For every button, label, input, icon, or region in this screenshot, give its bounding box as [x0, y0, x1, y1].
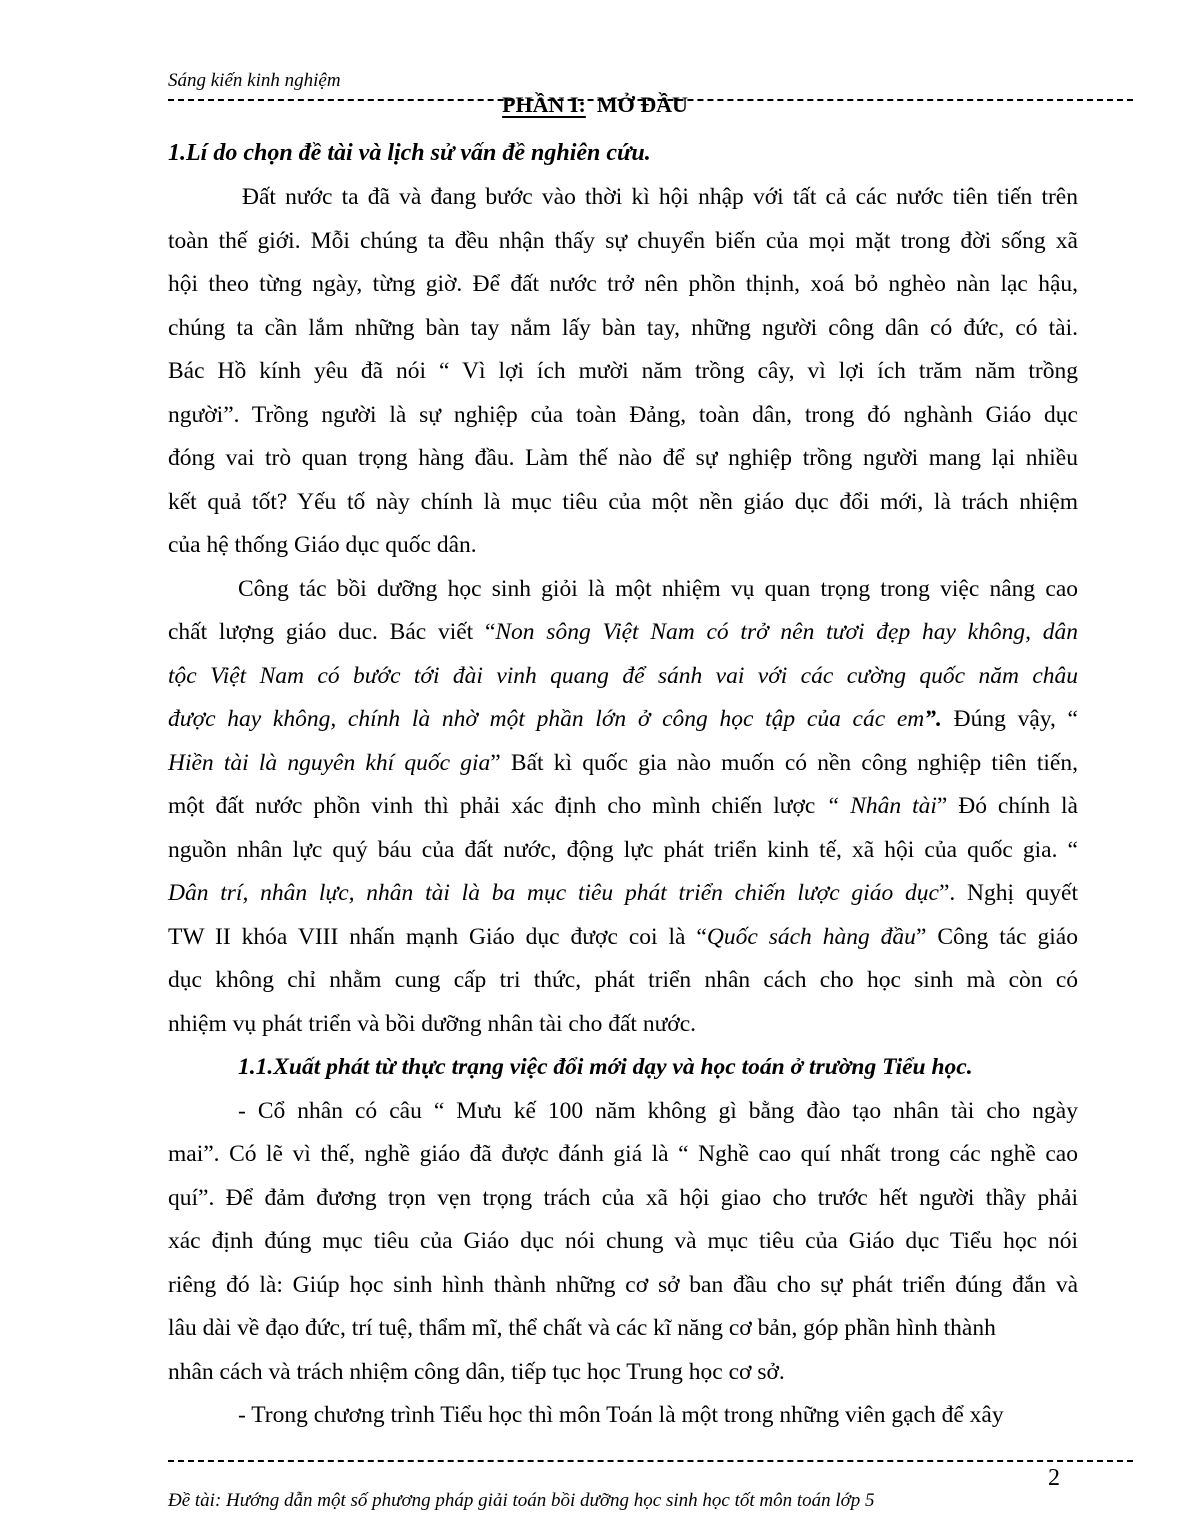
text-line: chất lượng giáo duc. Bác viết “Non sông Việt Nam có trở nên tươi đẹp hay không, dân — [168, 619, 1078, 645]
text-line: mai”. Có lẽ vì thế, nghề giáo đã được đánh giá là “ Nghề cao quí nhất trong các nghề cao — [168, 1141, 1078, 1167]
text-line: xác định đúng mục tiêu của Giáo dục nói chung và mục tiêu của Giáo dục Tiểu học nói — [168, 1228, 1078, 1254]
quote-text: tộc Việt Nam có bước tới đài vinh quang để sánh vai với các cường quốc năm châu — [168, 662, 1078, 689]
text-line: toàn thế giới. Mỗi chúng ta đều nhận thấy sự chuyển biến của mọi mặt trong đời sống xã — [168, 227, 1078, 254]
footer-rule — [168, 1460, 1133, 1462]
text-line: riêng đó là: Giúp học sinh hình thành những cơ sở ban đầu cho sự phát triển đúng đắn và — [168, 1271, 1078, 1298]
text-line: chúng ta cần lắm những bàn tay nắm lấy bàn tay, những người công dân có đức, có tài. — [168, 314, 1078, 341]
quote-text: Hiền tài là nguyên khí quốc gia — [168, 749, 491, 776]
footer-topic: Đề tài: Hướng dẫn một số phương pháp giải toán bồi dưỡng học sinh học tốt môn toán lớp 5 — [168, 1490, 875, 1511]
text-line: Dân trí, nhân lực, nhân tài là ba mục tiêu phát triển chiến lược giáo dục”. Nghị quyết — [168, 880, 1079, 906]
text-line: TW II khóa VIII nhấn mạnh Giáo dục được coi là “Quốc sách hàng đầu” Công tác giáo — [168, 923, 1078, 950]
part-label: PHẦN I: — [502, 92, 586, 117]
text-line: đóng vai trò quan trọng hàng đầu. Làm thế nào để sự nghiệp trồng người mang lại nhiều — [168, 445, 1078, 471]
text-line: hội theo từng ngày, từng giờ. Để đất nước trở nên phồn thịnh, xoá bỏ nghèo nàn lạc hậu, — [168, 271, 1078, 297]
text-line: nhiệm vụ phát triển và bồi dưỡng nhân tài cho đất nước. — [168, 1010, 697, 1037]
text-line: - Cổ nhân có câu “ Mưu kế 100 năm không gì bằng đào tạo nhân tài cho ngày — [238, 1097, 1078, 1124]
text-line: quí”. Để đảm đương trọn vẹn trọng trách của xã hội giao cho trước hết người thầy phải — [168, 1184, 1078, 1211]
part-name: MỞ ĐẦU — [596, 92, 688, 117]
text-line: - Trong chương trình Tiểu học thì môn Toán là một trong những viên gạch để xây — [238, 1402, 1004, 1428]
text-line: Đất nước ta đã và đang bước vào thời kì hội nhập với tất cả các nước tiên tiến trên — [242, 184, 1078, 210]
quote-text: Non sông Việt Nam có trở nên tươi đẹp hay không, dân — [495, 619, 1078, 645]
section-heading: 1.Lí do chọn đề tài và lịch sử vấn đề nghiên cứu. — [168, 140, 651, 166]
body-text — [168, 176, 1078, 1438]
text-line: Hiền tài là nguyên khí quốc gia” Bất kì quốc gia nào muốn có nền công nghiệp tiên tiến, — [168, 749, 1078, 776]
text-line: người”. Trồng người là sự nghiệp của toàn Đảng, toàn dân, trong đó nghành Giáo dục — [168, 401, 1078, 428]
quote-text: Dân trí, nhân lực, nhân tài là ba mục tiêu phát triển chiến lược giáo dục — [168, 880, 939, 906]
quote-text: “ Nhân tài — [826, 793, 937, 819]
text-line: được hay không, chính là nhờ một phần lớn ở công học tập của các em”. Đúng vậy, “ — [168, 706, 1078, 732]
part-title — [0, 92, 1190, 118]
text-line: kết quả tốt? Yếu tố này chính là mục tiêu của một nền giáo dục đổi mới, là trách nhiệm — [168, 488, 1078, 515]
quote-text: được hay không, chính là nhờ một phần lớn ở công học tập của các em — [168, 706, 925, 732]
text-line: Bác Hồ kính yêu đã nói “ Vì lợi ích mười năm trồng cây, vì lợi ích trăm năm trồng — [168, 358, 1078, 384]
text-line: dục không chỉ nhằm cung cấp tri thức, phát triển nhân cách cho học sinh mà còn có — [168, 967, 1078, 993]
quote-text: Quốc sách hàng đầu — [706, 923, 916, 950]
text-line: một đất nước phồn vinh thì phải xác định cho mình chiến lược “ Nhân tài” Đó chính là — [168, 793, 1078, 819]
text-line — [168, 655, 1078, 699]
page-number: 2 — [1048, 1465, 1060, 1491]
text-line: Công tác bồi dưỡng học sinh giỏi là một nhiệm vụ quan trọng trong việc nâng cao — [238, 575, 1078, 602]
text-line: nhân cách và trách nhiệm công dân, tiếp tục học Trung học cơ sở. — [168, 1358, 785, 1385]
text-line: nguồn nhân lực quý báu của đất nước, động lực phát triển kinh tế, xã hội của quốc gia. “ — [168, 836, 1078, 863]
running-header: Sáng kiến kinh nghiệm — [168, 70, 341, 91]
text-line: lâu dài về đạo đức, trí tuệ, thẩm mĩ, thể chất và các kĩ năng cơ bản, góp phần hình thành — [168, 1315, 996, 1341]
text-line: của hệ thống Giáo dục quốc dân. — [168, 532, 477, 558]
subsection-heading: 1.1.Xuất phát từ thực trạng việc đổi mới dạy và học toán ở trường Tiểu học. — [238, 1054, 973, 1080]
